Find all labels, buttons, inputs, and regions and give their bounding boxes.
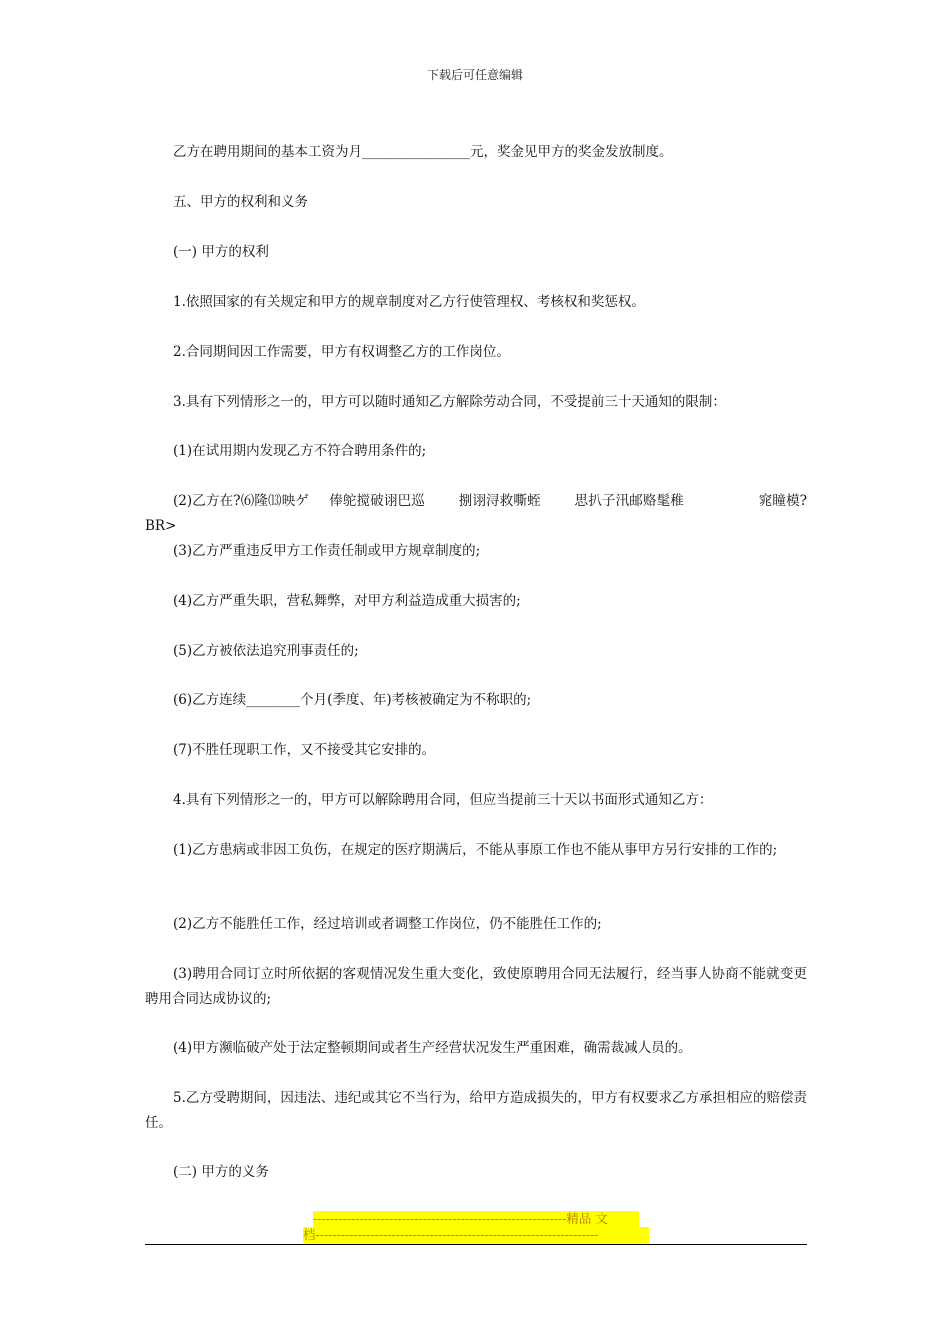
clause-3-item-4: (4)乙方严重失职，营私舞弊，对甲方利益造成重大损害的; bbox=[173, 593, 521, 609]
subsection-rights-heading: (一) 甲方的权利 bbox=[173, 244, 269, 260]
clause-3-item-3: (3)乙方严重违反甲方工作责任制或甲方规章制度的; bbox=[173, 543, 481, 559]
clause-3: 3.具有下列情形之一的，甲方可以随时通知乙方解除劳动合同，不受提前三十天通知的限制： bbox=[173, 394, 726, 410]
clause-1: 1.依照国家的有关规定和甲方的规章制度对乙方行使管理权、考核权和奖惩权。 bbox=[173, 294, 645, 310]
clause-3-item-1: (1)在试用期内发现乙方不符合聘用条件的; bbox=[173, 443, 427, 459]
section-five-heading: 五、甲方的权利和义务 bbox=[173, 194, 308, 210]
salary-paragraph: 乙方在聘用期间的基本工资为月________________元，奖金见甲方的奖金发放制度。 bbox=[173, 144, 673, 160]
clause-3-item-2: (2)乙方在?⑹隆⒀映ゲ 俸鸵搅破诩巴巡 捌诩浔救嘶蛭 思扒子汛邮赂髦稚 窕瞳模?BR> bbox=[145, 493, 807, 534]
footer-watermark-line1: ------------------------------------------------------------精品 文 bbox=[313, 1211, 639, 1227]
clause-5: 5.乙方受聘期间，因违法、违纪或其它不当行为，给甲方造成损失的，甲方有权要求乙方承担相应的赔偿责任。 bbox=[145, 1090, 807, 1131]
subsection-duties-heading: (二) 甲方的义务 bbox=[173, 1164, 269, 1180]
page-header: 下载后可任意编辑 bbox=[426, 68, 523, 82]
clause-4-item-4: (4)甲方濒临破产处于法定整顿期间或者生产经营状况发生严重困难，确需裁减人员的。 bbox=[173, 1040, 692, 1056]
clause-3-item-7: (7)不胜任现职工作，又不接受其它安排的。 bbox=[173, 742, 436, 758]
clause-4-item-2: (2)乙方不能胜任工作，经过培训或者调整工作岗位，仍不能胜任工作的; bbox=[173, 916, 602, 932]
clause-3-item-5: (5)乙方被依法追究刑事责任的; bbox=[173, 643, 359, 659]
footer-watermark-line2: 档------------------------------------------------------------------- bbox=[303, 1227, 649, 1243]
footer-rule bbox=[145, 1244, 807, 1245]
clause-4: 4.具有下列情形之一的，甲方可以解除聘用合同，但应当提前三十天以书面形式通知乙方： bbox=[173, 792, 713, 808]
clause-3-item-6: (6)乙方连续________个月(季度、年)考核被确定为不称职的; bbox=[173, 692, 532, 708]
clause-4-item-3: (3)聘用合同订立时所依据的客观情况发生重大变化，致使原聘用合同无法履行，经当事人协商不能就变更聘用合同达成协议的; bbox=[145, 966, 807, 1007]
clause-2: 2.合同期间因工作需要，甲方有权调整乙方的工作岗位。 bbox=[173, 344, 510, 360]
clause-4-item-1: (1)乙方患病或非因工负伤，在规定的医疗期满后，不能从事原工作也不能从事甲方另行安排的工作的; bbox=[173, 842, 778, 858]
